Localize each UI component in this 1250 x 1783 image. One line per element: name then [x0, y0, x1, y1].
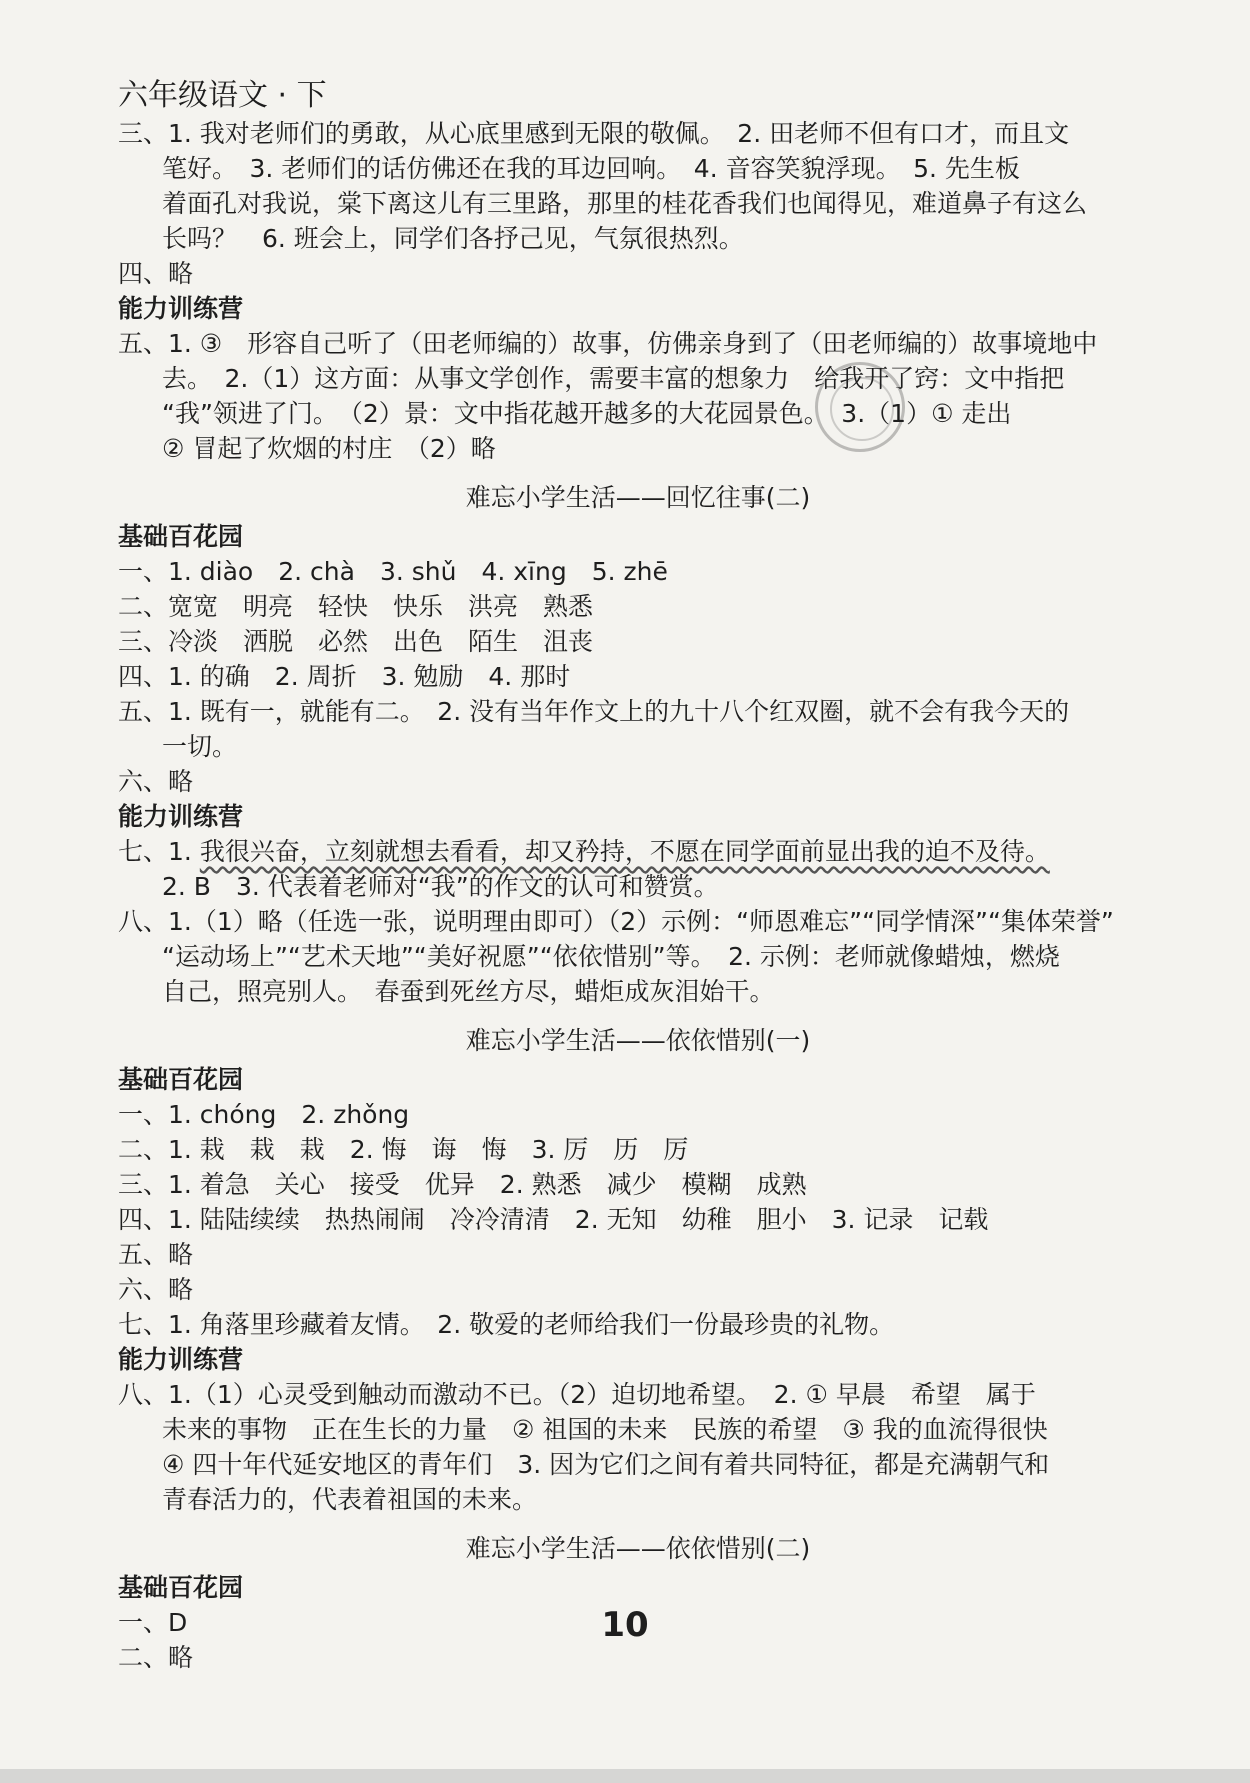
answer-line: 长吗？ 6. 班会上，同学们各抒己见，气氛很热烈。: [162, 224, 744, 253]
page-number: 10: [601, 1605, 649, 1645]
answer-line: 一、1. diào 2. chà 3. shǔ 4. xīng 5. zhē: [118, 557, 668, 586]
answer-line: 笔好。 3. 老师们的话仿佛还在我的耳边回响。 4. 音容笑貌浮现。 5. 先生板: [162, 154, 1020, 183]
answer-line: 六、略: [118, 1275, 194, 1304]
answer-line: 八、1.（1）心灵受到触动而激动不已。（2）迫切地希望。 2. ① 早晨 希望 属于: [118, 1380, 1036, 1409]
sub-heading: 能力训练营: [118, 1345, 244, 1374]
section-title: 难忘小学生活——依依惜别(一): [465, 1026, 811, 1055]
answer-line: ② 冒起了炊烟的村庄 （2）略: [162, 434, 496, 463]
sub-heading: 基础百花园: [118, 1573, 244, 1602]
answer-line: 五、略: [118, 1240, 194, 1269]
answer-line: 四、1. 的确 2. 周折 3. 勉励 4. 那时: [118, 662, 571, 691]
answer-line: “运动场上”“艺术天地”“美好祝愿”“依依惜别”等。 2. 示例：老师就像蜡烛，燃烧: [162, 942, 1060, 971]
answer-prefix: 七、1.: [118, 837, 200, 866]
answer-line: 五、1. ③ 形容自己听了（田老师编的）故事，仿佛亲身到了（田老师编的）故事境地中: [118, 329, 1098, 358]
page-header-title: 六年级语文 · 下: [118, 78, 327, 113]
answer-line: 五、1. 既有一，就能有二。 2. 没有当年作文上的九十八个红双圈，就不会有我今天的: [118, 697, 1070, 726]
sub-heading: 基础百花园: [118, 522, 244, 551]
answer-line: [118, 834, 1158, 869]
answer-line: 着面孔对我说，棠下离这儿有三里路，那里的桂花香我们也闻得见，难道鼻子有这么: [162, 189, 1088, 218]
answer-line: 二、1. 栽 栽 栽 2. 悔 诲 悔 3. 厉 历 厉: [118, 1135, 689, 1164]
sub-heading: 能力训练营: [118, 294, 244, 323]
scan-edge-strip: [0, 1769, 1250, 1783]
answer-line: 三、冷淡 洒脱 必然 出色 陌生 沮丧: [118, 627, 594, 656]
answer-line: 一切。: [162, 732, 238, 761]
answer-line: 四、略: [118, 259, 194, 288]
answer-line: 自己，照亮别人。 春蚕到死丝方尽，蜡炬成灰泪始干。: [162, 977, 775, 1006]
answer-line: 未来的事物 正在生长的力量 ② 祖国的未来 民族的希望 ③ 我的血流得很快: [162, 1415, 1048, 1444]
answer-line: 青春活力的，代表着祖国的未来。: [162, 1485, 538, 1514]
answer-line: 2. B 3. 代表着老师对“我”的作文的认可和赞赏。: [162, 872, 719, 901]
answer-line: 四、1. 陆陆续续 热热闹闹 冷冷清清 2. 无知 幼稚 胆小 3. 记录 记载: [118, 1205, 989, 1234]
answer-content: [118, 116, 1158, 1675]
answer-line: 三、1. 我对老师们的勇敢，从心底里感到无限的敬佩。 2. 田老师不但有口才，而且文: [118, 119, 1070, 148]
sub-heading: 能力训练营: [118, 802, 244, 831]
answer-line: 八、1.（1）略（任选一张，说明理由即可）（2）示例：“师恩难忘”“同学情深”“集体荣誉”: [118, 907, 1114, 936]
answer-line: “我”领进了门。 （2）景：文中指花越开越多的大花园景色。 3.（1）① 走出: [162, 399, 1012, 428]
answer-line: 二、略: [118, 1643, 194, 1672]
section-title: 难忘小学生活——回忆往事(二): [465, 483, 811, 512]
sub-heading: 基础百花园: [118, 1065, 244, 1094]
answer-line: 三、1. 着急 关心 接受 优异 2. 熟悉 减少 模糊 成熟: [118, 1170, 807, 1199]
section-title: 难忘小学生活——依依惜别(二): [465, 1534, 811, 1563]
wavy-underlined-answer: 我很兴奋，立刻就想去看看，却又矜持，不愿在同学面前显出我的迫不及待。: [199, 837, 1050, 866]
answer-line: 二、宽宽 明亮 轻快 快乐 洪亮 熟悉: [118, 592, 594, 621]
answer-line: 一、1. chóng 2. zhǒng: [118, 1100, 410, 1129]
answer-line: 七、1. 角落里珍藏着友情。 2. 敬爱的老师给我们一份最珍贵的礼物。: [118, 1310, 895, 1339]
answer-line: ④ 四十年代延安地区的青年们 3. 因为它们之间有着共同特征，都是充满朝气和: [162, 1450, 1050, 1479]
answer-line: 去。 2.（1）这方面：从事文学创作，需要丰富的想象力 给我开了窍：文中指把: [162, 364, 1065, 393]
answer-line: 一、D: [118, 1608, 188, 1637]
answer-line: 六、略: [118, 767, 194, 796]
